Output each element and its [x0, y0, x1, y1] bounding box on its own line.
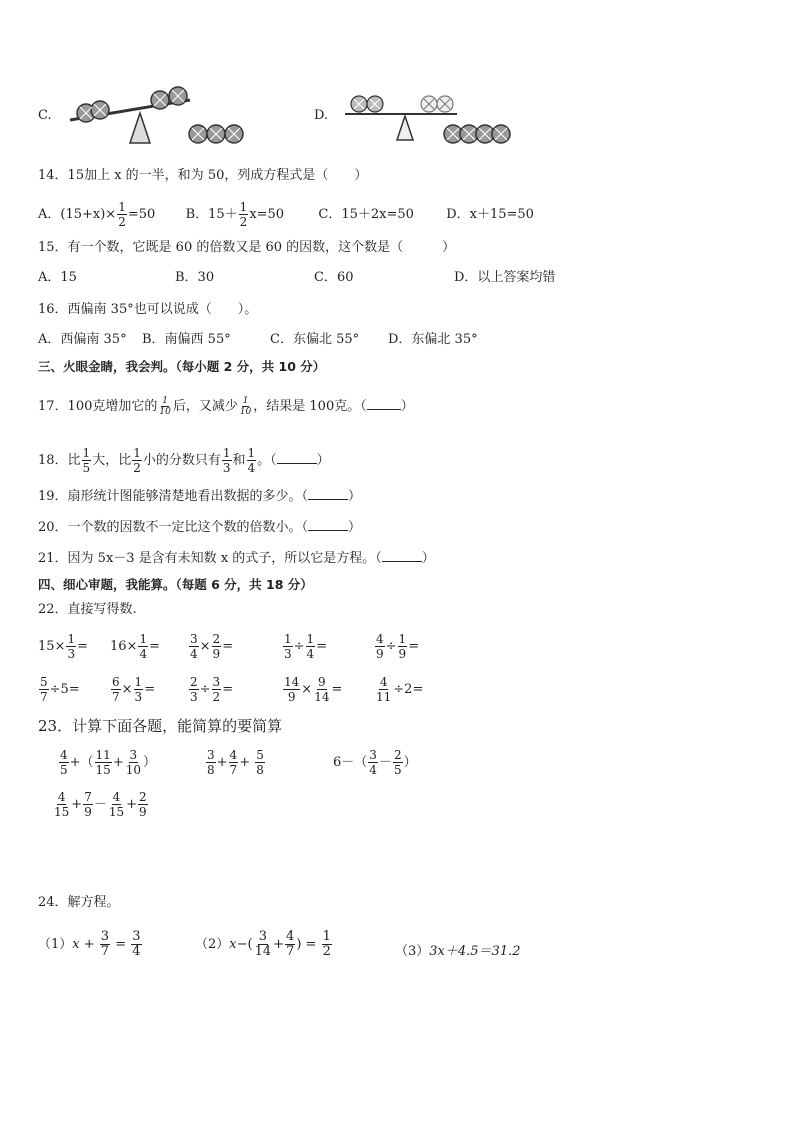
fraction: $\frac{14}{9}$: [284, 675, 300, 704]
fraction: $\frac{4}{11}$: [376, 675, 392, 704]
fraction: $\frac{1}{2}$: [133, 446, 141, 475]
q24-stem: 24．解方程。: [38, 895, 120, 910]
answer-blank[interactable]: [382, 549, 422, 562]
q16-option-a[interactable]: A．西偏南 35°: [38, 332, 127, 347]
fraction: $\frac{1}{10}$: [239, 396, 252, 417]
fraction: $\frac{1}{3}$: [284, 632, 292, 661]
q14-option-c[interactable]: C．15＋2x=50: [318, 207, 414, 222]
q15-option-b[interactable]: B．30: [175, 270, 215, 285]
q16-option-b[interactable]: B．南偏西 55°: [142, 332, 231, 347]
fraction: $\frac{1}{5}$: [82, 446, 91, 475]
q16-option-c[interactable]: C．东偏北 55°: [270, 332, 360, 347]
q22-item: $\frac{4}{11}$ ÷2=: [376, 675, 424, 704]
q15-option-c[interactable]: C．60: [314, 270, 354, 285]
q23-expr-1: $\frac{4}{5}$ +（ $\frac{11}{15}$ + $\frac{3}{10}$ ）: [60, 748, 157, 777]
q22-item: 15× $\frac{1}{3}$ =: [38, 632, 88, 661]
q22-item: $\frac{2}{3}$ ÷ $\frac{3}{2}$ =: [190, 675, 234, 704]
q14-option-a[interactable]: A．(15+x)× $\frac{1}{2}$ =50: [38, 200, 156, 229]
section-4-heading: 四、细心审题，我能算。（每题 6 分，共 18 分）: [38, 577, 313, 592]
q21: 21．因为 5x－3 是含有未知数 x 的式子，所以它是方程。（ ）: [38, 551, 435, 566]
fraction: $\frac{3}{4}$: [190, 632, 198, 661]
fraction: $\frac{1}{2}$: [118, 200, 126, 229]
q22-item: $\frac{4}{9}$ ÷ $\frac{1}{9}$ =: [376, 632, 420, 661]
q14-stem: 14．15加上 x 的一半，和为 50，列成方程式是（ ）: [38, 168, 368, 183]
answer-blank[interactable]: [277, 451, 317, 464]
balance-d-image: [345, 90, 505, 148]
fraction: $\frac{4}{9}$: [376, 632, 384, 661]
q24-eq-3: （3）3x＋4.5＝31.2: [395, 944, 521, 959]
q20: 20．一个数的因数不一定比这个数的倍数小。（ ）: [38, 520, 362, 535]
q23-expr-3: 6－（ $\frac{3}{4}$ － $\frac{2}{5}$ ）: [333, 748, 417, 777]
q22-item: $\frac{6}{7}$ × $\frac{1}{3}$ =: [112, 675, 156, 704]
section-3-heading: 三、火眼金睛，我会判。（每小题 2 分，共 10 分）: [38, 359, 326, 374]
fraction: $\frac{1}{4}$: [139, 632, 148, 661]
q22-item: 16× $\frac{1}{4}$ =: [110, 632, 160, 661]
q16-stem: 16．西偏南 35°也可以说成（ ）。: [38, 302, 258, 317]
q14-option-b[interactable]: B．15＋ $\frac{1}{2}$ x=50: [185, 200, 285, 229]
answer-blank[interactable]: [308, 518, 348, 531]
fraction: $\frac{5}{7}$: [40, 675, 48, 704]
q16-option-d[interactable]: D．东偏北 35°: [388, 332, 478, 347]
fraction: $\frac{1}{3}$: [67, 632, 76, 661]
q22-stem: 22．直接写得数.: [38, 602, 137, 617]
q23-stem: 23．计算下面各题，能简算的要简算: [38, 717, 283, 735]
q24-eq-1: （1）x + $\frac{3}{7}$ = $\frac{3}{4}$: [38, 929, 141, 959]
q24-eq-2: （2）x−( $\frac{3}{14}$ + $\frac{4}{7}$ ) = $\frac{1}{2}$: [195, 929, 331, 959]
q15-stem: 15．有一个数，它既是 60 的倍数又是 60 的因数，这个数是（ ）: [38, 240, 456, 255]
q14-option-d[interactable]: D．x＋15=50: [446, 207, 534, 222]
answer-blank[interactable]: [367, 397, 401, 410]
fraction: $\frac{9}{14}$: [314, 675, 330, 704]
fraction: $\frac{1}{3}$: [222, 446, 231, 475]
fraction: $\frac{3}{2}$: [212, 675, 221, 704]
fraction: $\frac{1}{4}$: [306, 632, 315, 661]
q13-option-c-label: C.: [38, 108, 52, 123]
q23-expr-2: $\frac{3}{8}$ + $\frac{4}{7}$ + $\frac{5}{8}$: [207, 748, 264, 777]
answer-blank[interactable]: [308, 487, 348, 500]
fraction: $\frac{6}{7}$: [112, 675, 120, 704]
q15-option-d[interactable]: D．以上答案均错: [454, 270, 556, 285]
fraction: $\frac{2}{9}$: [212, 632, 221, 661]
fraction: $\frac{1}{10}$: [159, 396, 171, 417]
q14-options: [38, 200, 534, 229]
fraction: $\frac{2}{3}$: [190, 675, 198, 704]
fraction: $\frac{1}{9}$: [398, 632, 407, 661]
q22-item: $\frac{5}{7}$ ÷5=: [40, 675, 80, 704]
fraction: $\frac{1}{4}$: [247, 446, 256, 475]
q13-option-d-label: D.: [314, 108, 329, 123]
q18: 18．比 $\frac{1}{5}$ 大，比 $\frac{1}{2}$ 小的分数只有 $\frac{1}{3}$ 和 $\frac{1}{4}$ 。（ ）: [38, 446, 330, 475]
q22-item: $\frac{3}{4}$ × $\frac{2}{9}$ =: [190, 632, 234, 661]
q23-expr-4: $\frac{4}{15}$ + $\frac{7}{9}$ － $\frac{4}{15}$ + $\frac{2}{9}$: [54, 790, 147, 819]
fraction: $\frac{1}{3}$: [134, 675, 143, 704]
q22-item: $\frac{1}{3}$ ÷ $\frac{1}{4}$ =: [284, 632, 328, 661]
q17: 17．100克增加它的 $\frac{1}{10}$ 后，又减少 $\frac{1}{10}$ ，结果是 100克。（ ）: [38, 396, 414, 417]
fraction: $\frac{1}{2}$: [239, 200, 248, 229]
q19: 19．扇形统计图能够清楚地看出数据的多少。（ ）: [38, 489, 362, 504]
q22-item: $\frac{14}{9}$ × $\frac{9}{14}$ =: [284, 675, 343, 704]
q15-option-a[interactable]: A．15: [38, 270, 77, 285]
balance-c-image: [70, 88, 250, 148]
